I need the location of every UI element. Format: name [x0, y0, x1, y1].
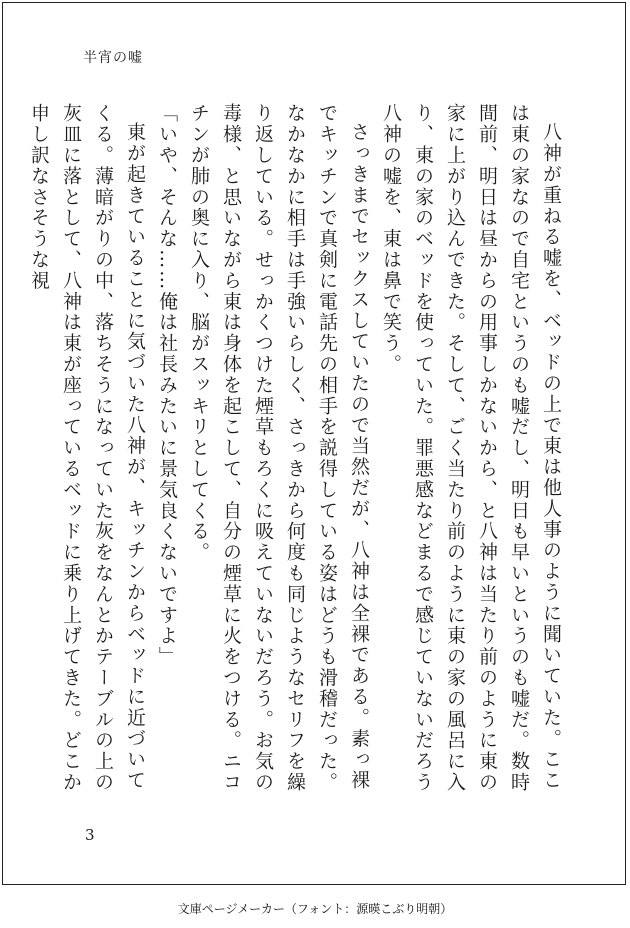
paragraph-1: 八神が重ねる嘘を、ベッドの上で東は他人事のように聞いていた。ここは東の家なので自宅というのも嘘だし、明日も早いというのも嘘だ。数時間前、明日は昼からの用事しかないから、と八神は当たり前のように東の家に上がり込んできた。そして、ごく当たり前のように東の家の風呂に入り、東の家のベッドを使っていた。罪悪感などまるで感じていないだろう八神の嘘を、東は鼻で笑う。 — [380, 103, 562, 793]
running-title: 半宵の嘘 — [83, 50, 143, 66]
page-number: 3 — [85, 826, 95, 844]
paragraph-2: さっきまでセックスしていたので当然だが、八神は全裸である。素っ裸でキッチンで真剣に電話先の相手を説得している姿はどうも滑稽だった。なかなかに相手は手強いらしく、さっきから何度も同じようなセリフを繰り返している。せっかくつけた煙草もろくに吸えていないだろう。お気の毒様、と思いながら東は身体を起こして、自分の煙草に火をつける。ニコチンが肺の奥に入り、脳がスッキリとしてくる。 — [188, 103, 370, 793]
paragraph-3: 東が起きていることに気づいた八神が、キッチンからベッドに近づいてくる。薄暗がりの中、落ちそうになっていた灰をなんとかテーブルの上の灰皿に落として、八神は東が座っているベッドに乗り上げてきた。どこか申し訳なさそうな視 — [28, 103, 146, 793]
body-text — [28, 103, 567, 803]
footer-credit: 文庫ページメーカー（フォント：源暎こぶり明朝） — [177, 902, 453, 916]
page-frame — [2, 2, 626, 885]
dialogue-line: 「いや、そんな……俺は社長みたいに景気良くないですよ」 — [156, 103, 178, 668]
